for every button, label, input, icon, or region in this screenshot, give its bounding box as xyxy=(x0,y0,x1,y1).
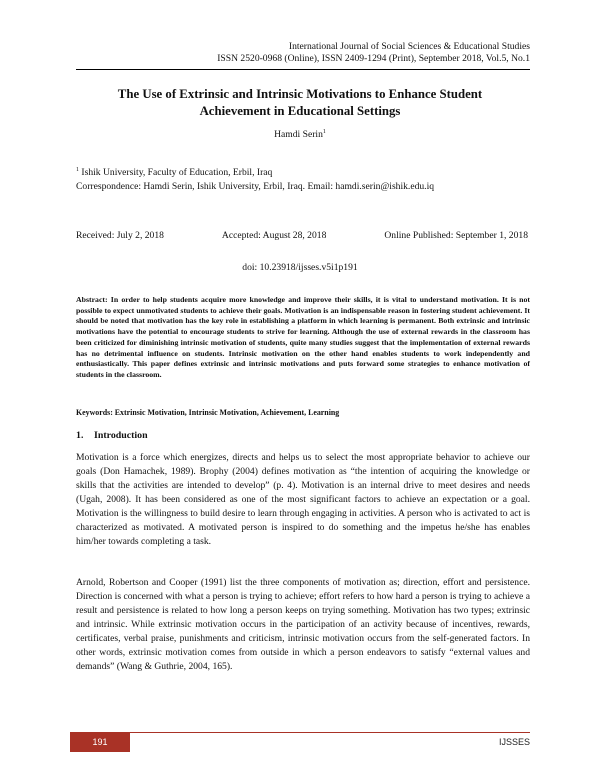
keywords: Keywords: Extrinsic Motivation, Intrinsic Motivation, Achievement, Learning xyxy=(76,408,340,417)
received-date: Received: July 2, 2018 xyxy=(76,230,164,241)
section-number: 1. xyxy=(76,430,84,441)
header-rule xyxy=(76,69,530,70)
page-number: 191 xyxy=(70,732,130,752)
body-paragraph-1: Motivation is a force which energizes, directs and helps us to select the most appropriate behavior to achieve our goals (Don Hamachek, 1989). Brophy (2004) defines motivation as “the intention of acquiring the knowledge or skills that the activities are intended to develop” (p. 4). Motivation is an internal drive to meet desires and needs (Ugah, 2008). It has been considered as one of the most significant factors to achieve an expectation or a goal. Motivation is the willingness to build desire to learn through engaging in activities. A person who is activated to act is characterized as motivated. A motivated person is inspired to do something and the impetus he/she has enables him/her towards completing a task. xyxy=(76,452,530,547)
title-line-2: Achievement in Educational Settings xyxy=(199,104,401,118)
body-paragraph-2: Arnold, Robertson and Cooper (1991) list the three components of motivation as; direction, effort and persistence. Direction is concerned with what a person is trying to achieve; effort refers to how hard a person is trying to achieve a result and persistence is related to how long a person keeps on trying something. Motivation has two types; extrinsic and intrinsic. While extrinsic motivation occurs in the participation of an activity because of incentives, rewards, certificates, verbal praise, punishments and criticism, intrinsic motivation occurs from the self-generated factors. In other words, extrinsic motivation comes from outside in which a person endeavors to satisfy “external values and demands” (Wang & Guthrie, 2004, 165). xyxy=(76,577,530,672)
page-footer xyxy=(70,732,530,752)
article-title xyxy=(60,86,540,120)
author xyxy=(0,129,600,140)
journal-abbreviation: IJSSES xyxy=(498,737,530,747)
title-line-1: The Use of Extrinsic and Intrinsic Motivations to Enhance Student xyxy=(117,87,483,101)
footer-rule xyxy=(130,732,530,733)
author-superscript: 1 xyxy=(322,129,326,135)
abstract: Abstract: In order to help students acquire more knowledge and improve their skills, it is vital to understand motivation. It is not possible to expect unmotivated students to achieve their goals. Motivation is an indispensable reason in fostering student achievement. It should be noted that motivation has the key role in establishing a platform in which learning is permanent. Both extrinsic and intrinsic motivations have the potential to encourage students to strive for learning. Although the use of external rewards in the classroom has been criticized for diminishing intrinsic motivation of students, quite many studies suggest that the implementation of external rewards has no detrimental influence on students. Intrinsic motivation on the other hand enables students to work independently and enthusiastically. This paper defines extrinsic and intrinsic motivations and puts forward some strategies to enhance motivation of students in the classroom. xyxy=(76,295,530,379)
correspondence: Correspondence: Hamdi Serin, Ishik University, Erbil, Iraq. Email: hamdi.serin@ishik.edu.iq xyxy=(76,181,435,192)
journal-name: International Journal of Social Sciences & Educational Studies xyxy=(288,41,530,52)
section-heading xyxy=(76,430,148,441)
publication-dates xyxy=(76,230,528,241)
author-name: Hamdi Serin xyxy=(274,129,323,141)
doi: doi: 10.23918/ijsses.v5i1p191 xyxy=(242,262,358,273)
affiliation xyxy=(76,167,272,178)
journal-issn: ISSN 2520-0968 (Online), ISSN 2409-1294 (Print), September 2018, Vol.5, No.1 xyxy=(217,53,530,64)
published-date: Online Published: September 1, 2018 xyxy=(384,230,528,241)
affiliation-superscript: 1 xyxy=(76,167,79,173)
affiliation-text: Ishik University, Faculty of Education, Erbil, Iraq xyxy=(79,167,273,179)
accepted-date: Accepted: August 28, 2018 xyxy=(221,230,327,241)
section-title: Introduction xyxy=(94,430,148,441)
